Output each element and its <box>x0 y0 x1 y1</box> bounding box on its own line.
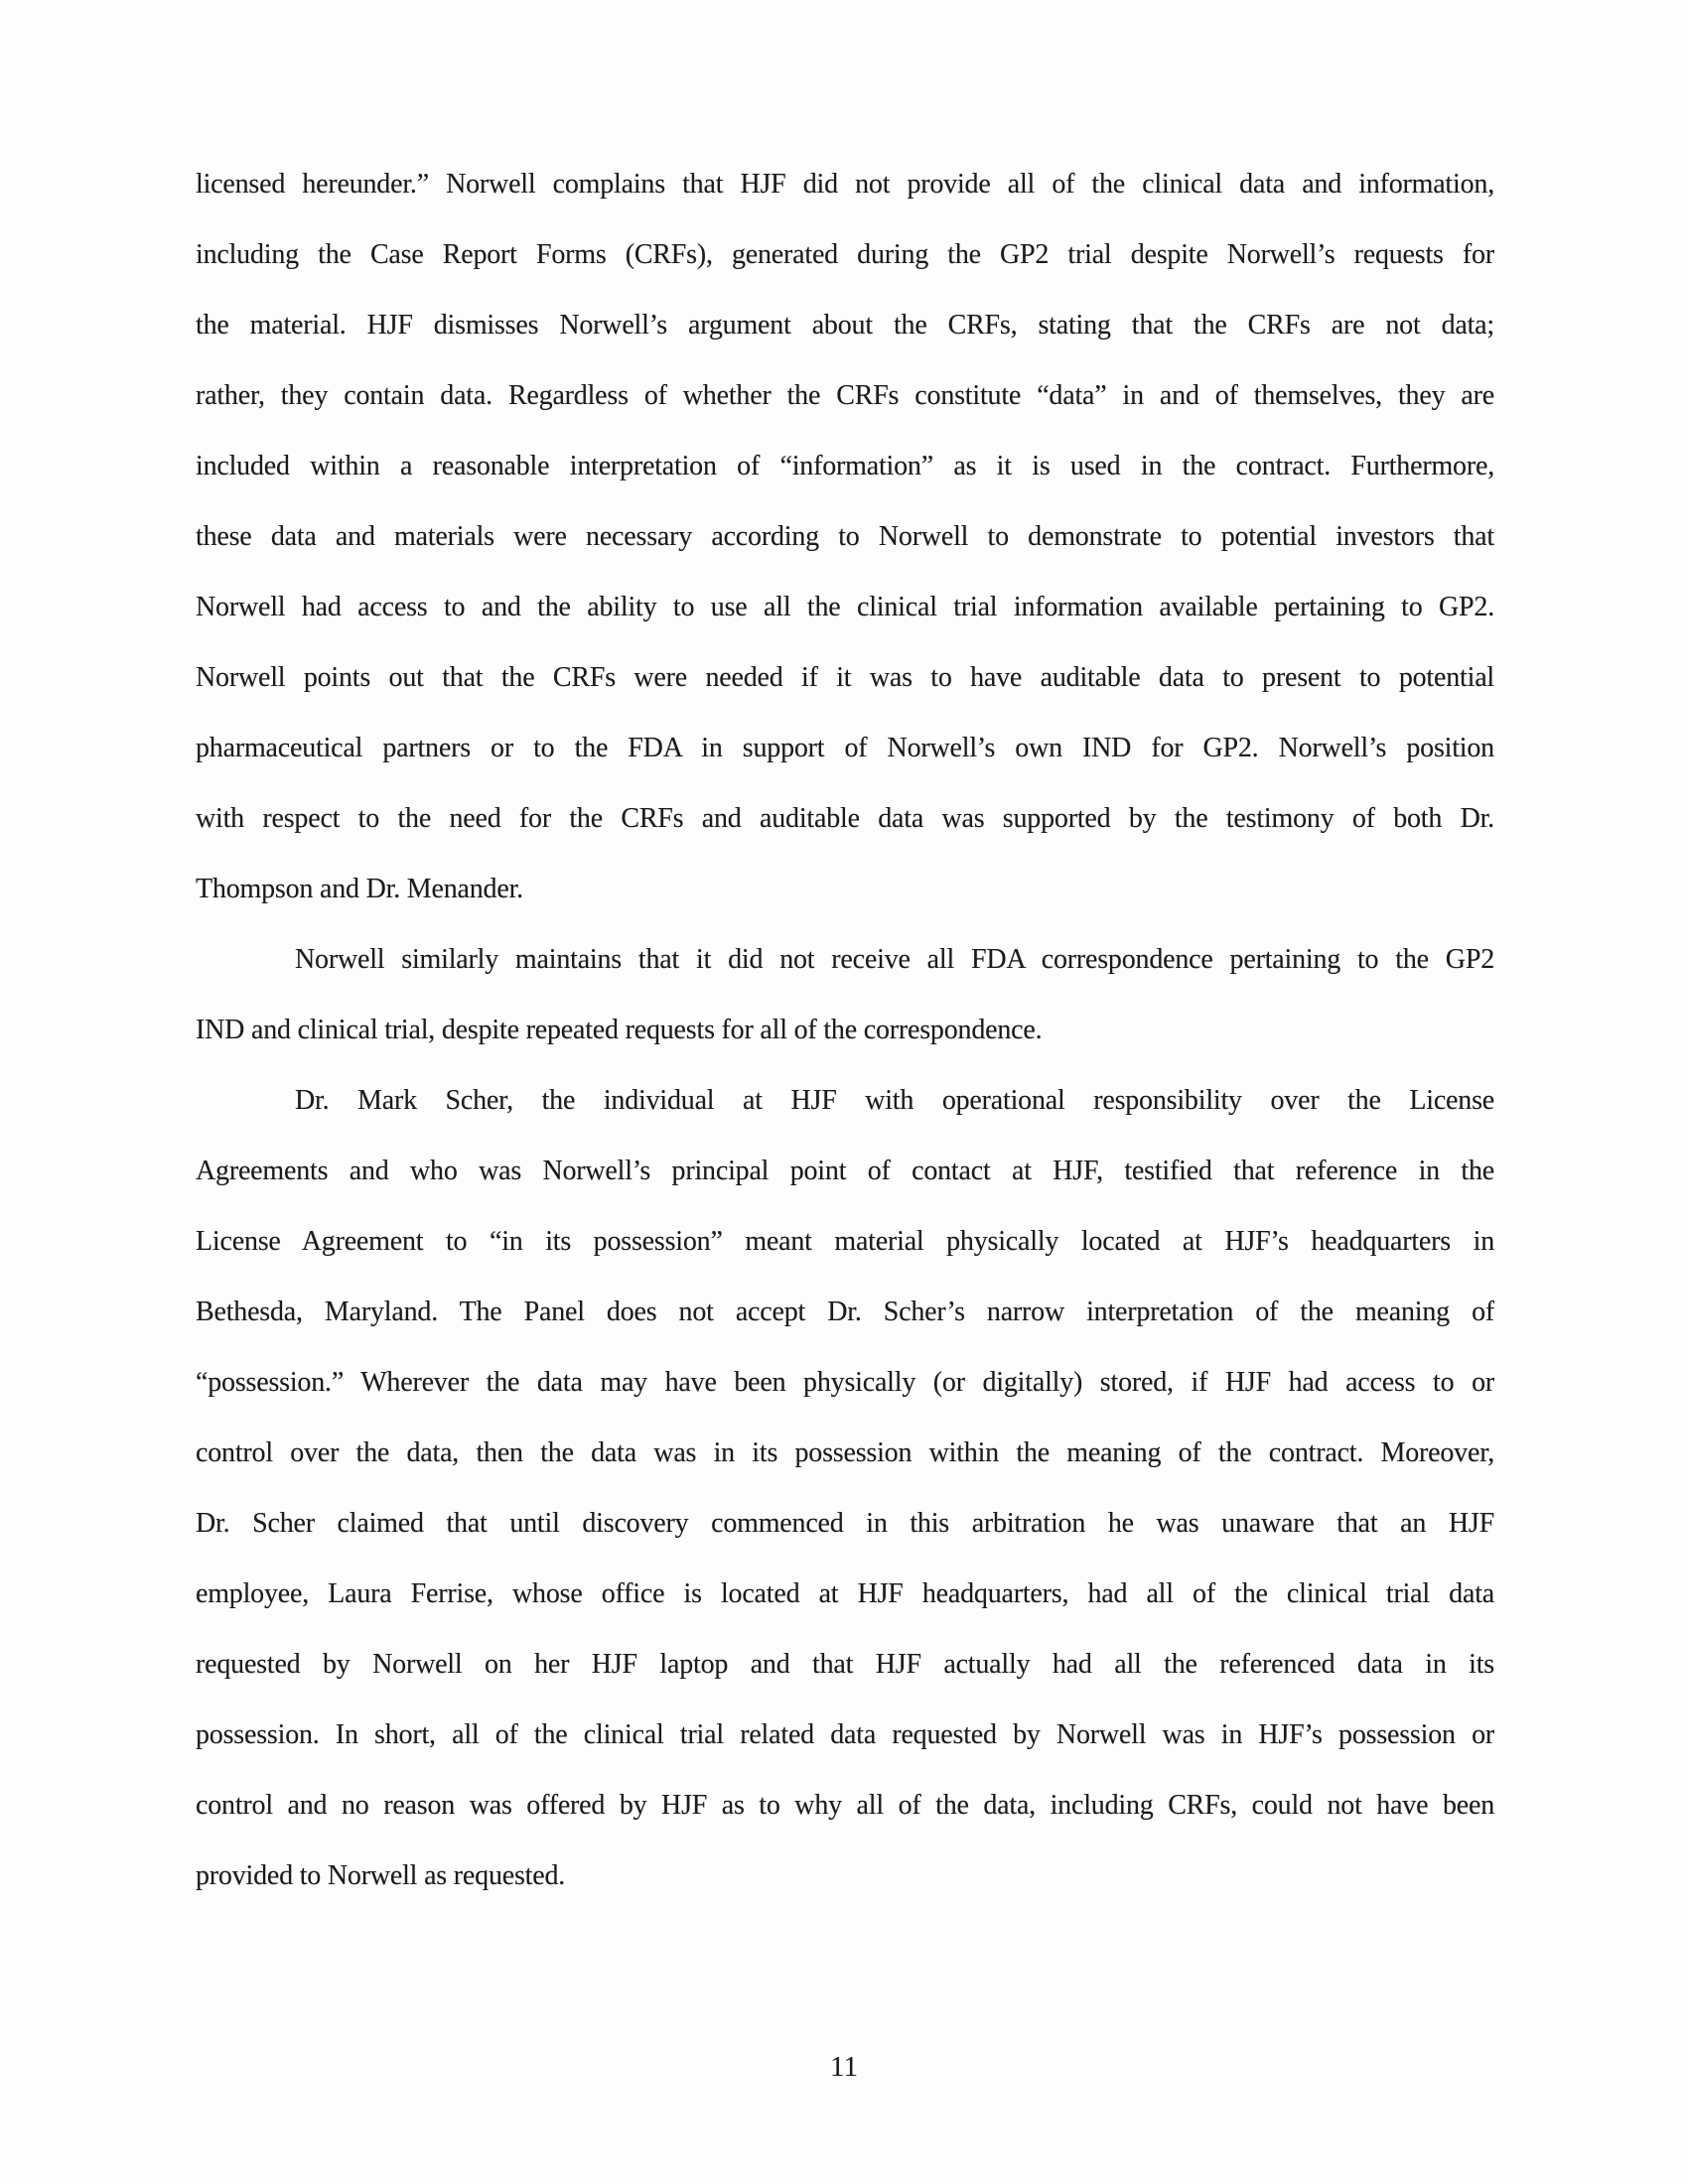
document-body <box>196 149 1494 1911</box>
text-line: requested by Norwell on her HJF laptop and that HJF actually had all the referenced data in its <box>196 1649 1494 1680</box>
text-line: these data and materials were necessary according to Norwell to demonstrate to potential investors that <box>196 521 1494 552</box>
text-line: Norwell had access to and the ability to use all the clinical trial information available pertaining to GP2. <box>196 592 1494 622</box>
text-line: License Agreement to “in its possession” meant material physically located at HJF’s headquarters in <box>196 1226 1494 1257</box>
text-line: included within a reasonable interpretation of “information” as it is used in the contract. Furthermore, <box>196 451 1494 481</box>
text-line: “possession.” Wherever the data may have been physically (or digitally) stored, if HJF had access to or <box>196 1367 1494 1398</box>
paragraph <box>196 924 1494 1065</box>
text-line: Thompson and Dr. Menander. <box>196 874 523 904</box>
text-line: Dr. Mark Scher, the individual at HJF with operational responsibility over the License <box>295 1085 1494 1116</box>
text-line: Bethesda, Maryland. The Panel does not accept Dr. Scher’s narrow interpretation of the meaning of <box>196 1297 1494 1327</box>
text-line: rather, they contain data. Regardless of whether the CRFs constitute “data” in and of themselves, they are <box>196 380 1494 411</box>
text-line: IND and clinical trial, despite repeated requests for all of the correspondence. <box>196 1015 1043 1045</box>
page-number: 11 <box>830 2051 858 2083</box>
text-line: control over the data, then the data was in its possession within the meaning of the contract. Moreover, <box>196 1437 1494 1468</box>
text-line: Dr. Scher claimed that until discovery commenced in this arbitration he was unaware that an HJF <box>196 1508 1494 1539</box>
text-line: licensed hereunder.” Norwell complains that HJF did not provide all of the clinical data and information, <box>196 169 1494 200</box>
text-line: employee, Laura Ferrise, whose office is located at HJF headquarters, had all of the clinical trial data <box>196 1578 1494 1609</box>
text-line: Agreements and who was Norwell’s principal point of contact at HJF, testified that reference in the <box>196 1156 1494 1186</box>
text-line: the material. HJF dismisses Norwell’s argument about the CRFs, stating that the CRFs are not data; <box>196 310 1494 341</box>
text-line: Norwell points out that the CRFs were needed if it was to have auditable data to present to potential <box>196 662 1494 693</box>
text-line: provided to Norwell as requested. <box>196 1860 566 1891</box>
text-line: control and no reason was offered by HJF as to why all of the data, including CRFs, could not have been <box>196 1790 1494 1821</box>
paragraph <box>196 149 1494 924</box>
text-line: Norwell similarly maintains that it did not receive all FDA correspondence pertaining to the GP2 <box>295 944 1494 975</box>
text-line: pharmaceutical partners or to the FDA in support of Norwell’s own IND for GP2. Norwell’s position <box>196 733 1494 763</box>
text-line: with respect to the need for the CRFs and auditable data was supported by the testimony of both Dr. <box>196 803 1494 834</box>
paragraph <box>196 1065 1494 1911</box>
text-line: possession. In short, all of the clinical trial related data requested by Norwell was in HJF’s possession or <box>196 1719 1494 1750</box>
text-line: including the Case Report Forms (CRFs), generated during the GP2 trial despite Norwell’s requests for <box>196 239 1494 270</box>
